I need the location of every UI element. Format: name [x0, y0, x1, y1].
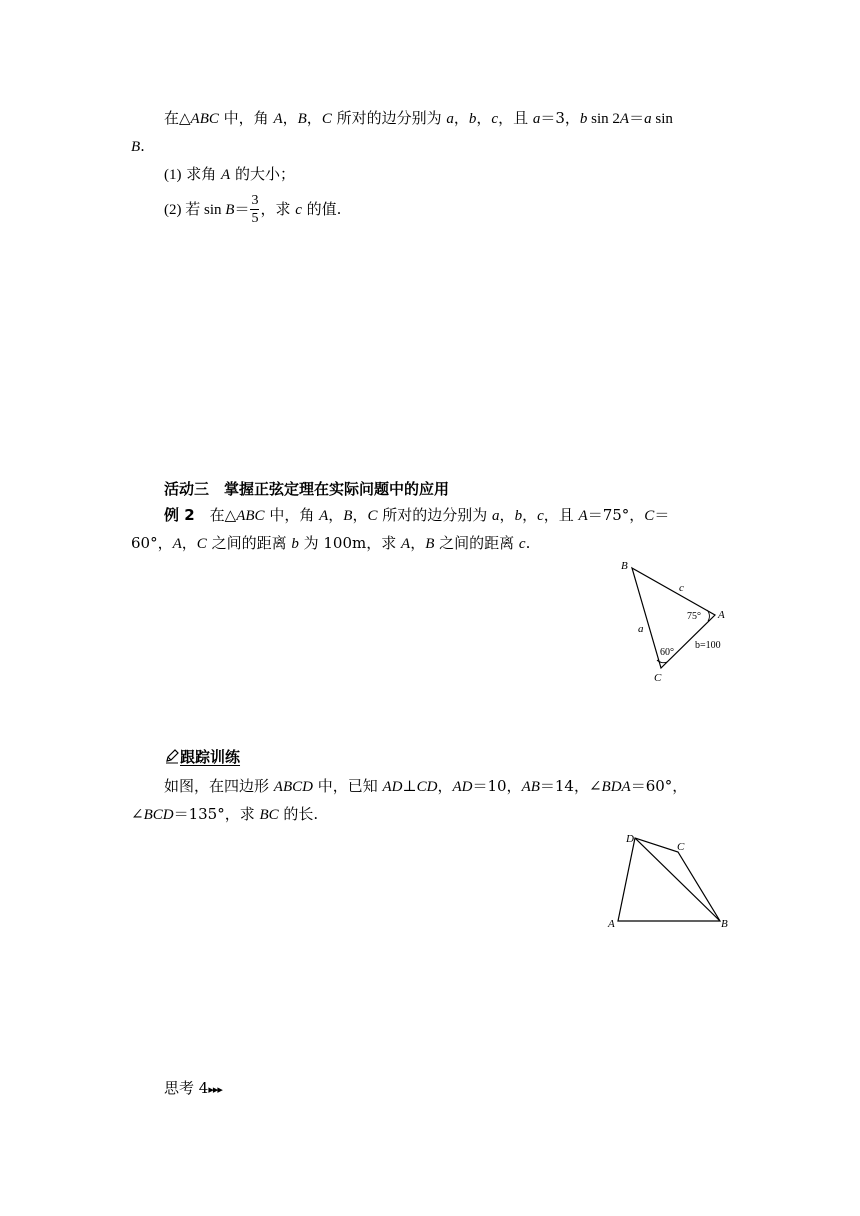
angle-a-label: 75°	[687, 611, 701, 622]
example2-line2: 60°，A，C 之间的距离 b 为 100m，求 A，B 之间的距离 c.	[131, 534, 531, 552]
problem1-line1: 在△ABC 中，角 A，B，C 所对的边分别为 a，b，c，且 a＝3，b sin 2A＝a sin	[164, 109, 673, 127]
angle-c-label: 60°	[660, 647, 674, 658]
practice-title: 跟踪训练	[180, 748, 241, 766]
quadrilateral-figure	[600, 826, 740, 936]
triple-arrow-icon: ▸▸▸	[208, 1083, 222, 1096]
triangle-figure	[618, 556, 738, 686]
side-a-label: a	[638, 623, 644, 635]
pencil-icon	[164, 748, 180, 764]
quadrilateral-abcd	[618, 838, 720, 921]
activity3-title: 活动三 掌握正弦定理在实际问题中的应用	[164, 480, 450, 498]
vertex-d-label: D	[626, 833, 634, 845]
vertex-c-label: C	[654, 672, 662, 684]
vertex-b-label: B	[721, 918, 728, 930]
practice-line1: 如图，在四边形 ABCD 中，已知 AD⊥CD，AD＝10，AB＝14，∠BDA＝60°，	[164, 777, 688, 795]
side-c-label: c	[679, 582, 684, 594]
problem1-line2: B.	[131, 137, 145, 155]
vertex-a-label: A	[608, 918, 615, 930]
example2-line1: 例 2 在△ABC 中，角 A，B，C 所对的边分别为 a，b，c，且 A＝75°，C＝	[164, 506, 670, 524]
fraction-three-fifths: $\frac{3}{5}$	[251, 193, 259, 226]
think4-marker: 思考 4▸▸▸	[164, 1079, 222, 1097]
vertex-b-label: B	[621, 560, 628, 572]
practice-heading	[164, 746, 240, 767]
side-b-label: b=100	[695, 640, 721, 651]
practice-line2: ∠BCD＝135°，求 BC 的长.	[131, 805, 319, 823]
problem1-question2: (2) 若 sin B＝ $\frac{3}{5}$ ，求 c 的值.	[164, 193, 342, 226]
vertex-a-label: A	[718, 609, 725, 621]
vertex-c-label: C	[677, 841, 685, 853]
problem1-question1: (1) 求角 A 的大小；	[164, 165, 295, 183]
